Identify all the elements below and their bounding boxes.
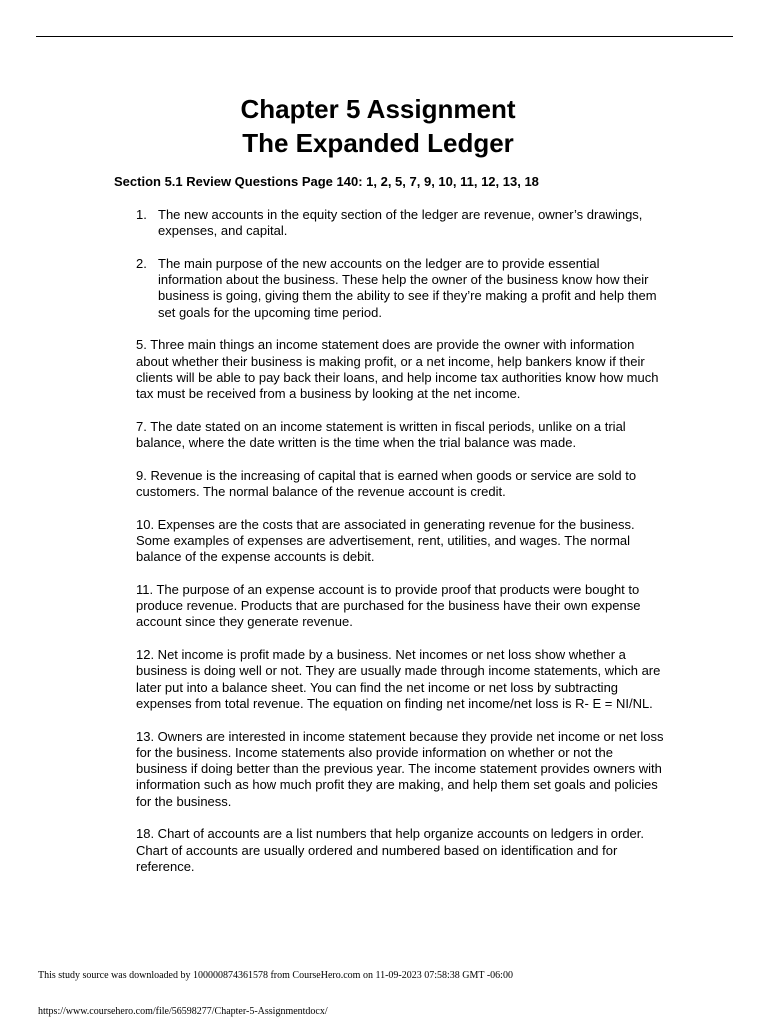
document-title-line1: Chapter 5 Assignment (240, 94, 516, 124)
document-title-line2: The Expanded Ledger (242, 128, 514, 158)
answer-9: 9. Revenue is the increasing of capital that is earned when goods or service are sold to customers. The normal balance of the revenue account is credit. (136, 467, 637, 500)
answer-10: 10. Expenses are the costs that are associated in generating revenue for the business. Some examples of expenses are advertisement, rent, utilities, and wages. The normal balance of the expense accounts is debit. (136, 516, 635, 565)
answer-11: 11. The purpose of an expense account is to provide proof that products were bought to produce revenue. Products that are purchased for the business have their own expense account since they generate revenue. (136, 581, 641, 630)
answer-number: 1. (136, 207, 147, 222)
answer-7: 7. The date stated on an income statement is written in fiscal periods, unlike on a trial balance, where the date written is the time when the trial balance was made. (136, 418, 626, 451)
answers-list (136, 207, 666, 891)
answer-text: The main purpose of the new accounts on the ledger are to provide essential information about the business. These help the owner of the business know how their business is going, giving them the ability to see if they’re making a profit and help them set goals for the upcoming time period. (158, 255, 657, 320)
answer-number: 2. (136, 255, 147, 271)
answer-12: 12. Net income is profit made by a business. Net incomes or net loss show whether a business is doing well or not. They are usually made through income statements, which are later put into a balance sheet. You can find the net income or net loss by subtracting expenses from total revenue. The equation on finding net income/net loss is R- E = NI/NL. (136, 647, 661, 711)
answer-1 (136, 207, 666, 240)
answer-text: The new accounts in the equity section of the ledger are revenue, owner’s drawings, expenses, and capital. (158, 207, 643, 239)
answer-18: 18. Chart of accounts are a list numbers that help organize accounts on ledgers in order. Chart of accounts are usually ordered and numbered based on identification and for reference. (136, 826, 645, 874)
download-notice: This study source was downloaded by 100000874361578 from CourseHero.com on 11-09-2023 07:58:38 GMT -06:00 (38, 970, 513, 981)
answer-5: 5. Three main things an income statement does are provide the owner with information about whether their business is making profit, or a net income, help bankers know if their clients will be able to pay back their loans, and help income tax authorities know how much tax must be received from a business by looking at the net income. (136, 337, 659, 402)
source-url[interactable]: https://www.coursehero.com/file/56598277/Chapter-5-Assignmentdocx/ (38, 1006, 328, 1017)
answer-13: 13. Owners are interested in income statement because they provide net income or net loss for the business. Income statements also provide information on whether or not the business if doing better than the previous year. The income statement provides owners with information such as how much profit they are making, and help them set goals and policies for the business. (136, 728, 664, 809)
answer-2 (136, 256, 666, 321)
section-heading: Section 5.1 Review Questions Page 140: 1, 2, 5, 7, 9, 10, 11, 12, 13, 18 (114, 174, 539, 189)
top-divider (36, 36, 733, 37)
